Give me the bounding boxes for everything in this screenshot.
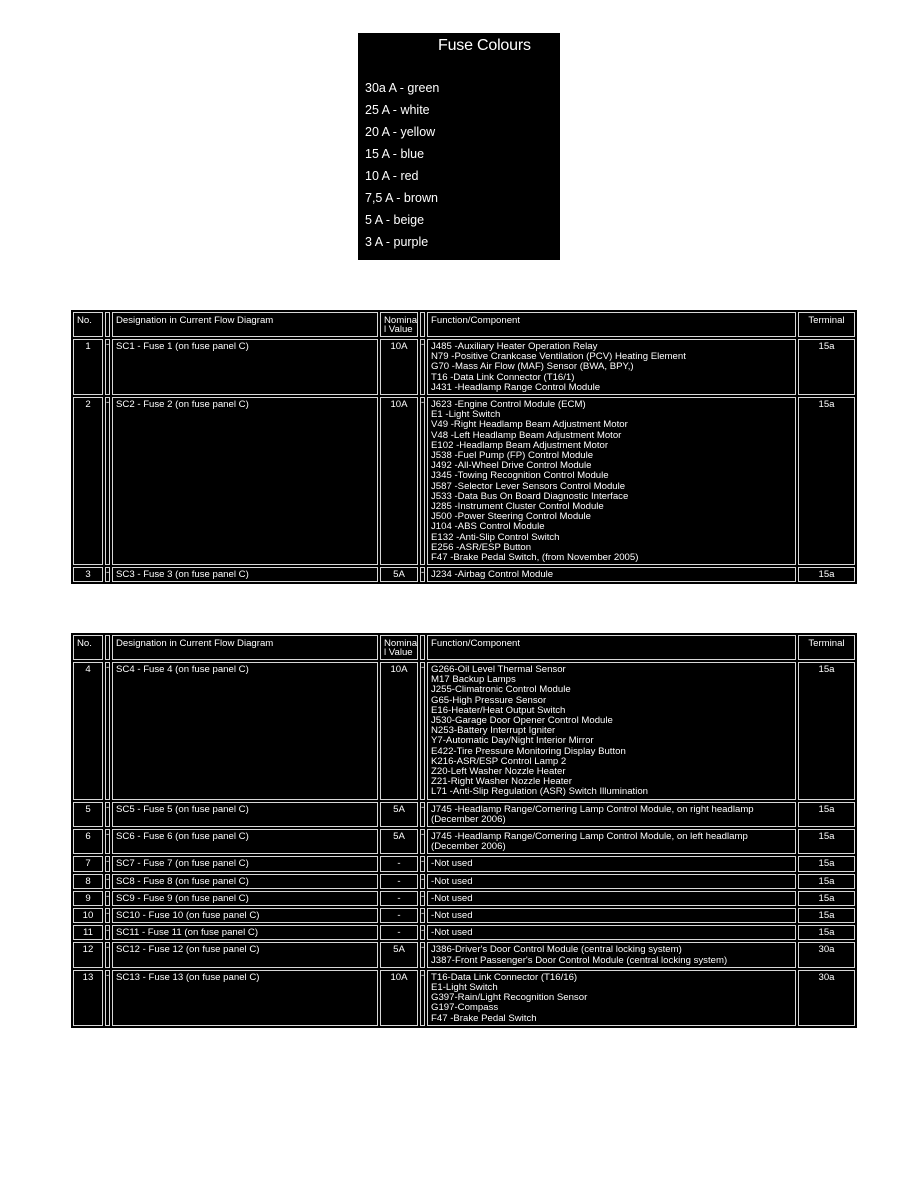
row-designation: SC11 - Fuse 11 (on fuse panel C) (112, 925, 378, 940)
header-designation: Designation in Current Flow Diagram (112, 635, 378, 660)
table-row (73, 925, 855, 940)
table-row (73, 662, 855, 800)
component-line: -Not used (431, 858, 473, 870)
row-value: - (380, 908, 418, 923)
fuse-table-1 (70, 309, 858, 585)
row-separator: - (420, 925, 425, 940)
component-line: N253-Battery Interrupt Igniter (431, 725, 556, 737)
row-value: 5A (380, 942, 418, 967)
row-number: 1 (73, 339, 103, 395)
component-line: E1 -Light Switch (431, 409, 501, 421)
header-value-line: l Value (384, 324, 413, 335)
legend-item: 5 A - beige (365, 213, 425, 227)
component-line: T16-Data Link Connector (T16/16) (431, 971, 578, 983)
table-row (73, 891, 855, 906)
header-separator (105, 635, 110, 660)
row-separator: - (105, 891, 110, 906)
component-line: E102 -Headlamp Beam Adjustment Motor (431, 439, 609, 451)
component-line: G65-High Pressure Sensor (431, 694, 547, 706)
row-separator: - (420, 856, 425, 871)
row-value: 5A (380, 567, 418, 582)
row-value: - (380, 925, 418, 940)
row-separator: - (420, 942, 425, 967)
header-separator (420, 312, 425, 337)
component-line: J500 -Power Steering Control Module (431, 511, 591, 523)
component-line: (December 2006) (431, 841, 506, 853)
row-components (427, 891, 796, 906)
header-function: Function/Component (427, 312, 796, 337)
header-value (380, 312, 418, 337)
row-separator: - (420, 908, 425, 923)
component-line: E256 -ASR/ESP Button (431, 541, 532, 553)
legend-title: Fuse Colours (438, 37, 531, 54)
header-terminal: Terminal (798, 312, 855, 337)
component-line: J485 -Auxiliary Heater Operation Relay (431, 341, 598, 352)
row-terminal: 15a (798, 662, 855, 800)
component-line: J623 -Engine Control Module (ECM) (431, 399, 586, 411)
legend-item: 25 A - white (365, 103, 430, 117)
row-value: 10A (380, 397, 418, 565)
legend-item: 20 A - yellow (365, 125, 436, 139)
header-separator (105, 312, 110, 337)
row-separator: - (105, 925, 110, 940)
row-separator: - (105, 802, 110, 827)
header-no: No. (73, 635, 103, 660)
row-number: 4 (73, 662, 103, 800)
row-value: 5A (380, 802, 418, 827)
row-components (427, 662, 796, 800)
component-line: T16 -Data Link Connector (T16/1) (431, 371, 575, 383)
row-separator: - (420, 662, 425, 800)
row-separator: - (105, 942, 110, 967)
row-components (427, 908, 796, 923)
row-value: 5A (380, 829, 418, 854)
row-terminal: 15a (798, 908, 855, 923)
component-line: J745 -Headlamp Range/Cornering Lamp Control Module, on right headlamp (431, 803, 754, 815)
component-line: J387-Front Passenger's Door Control Module (central locking system) (431, 954, 728, 966)
table-row (73, 856, 855, 871)
component-line: J345 -Towing Recognition Control Module (431, 470, 609, 482)
component-line: J492 -All-Wheel Drive Control Module (431, 460, 592, 472)
table-row (73, 802, 855, 827)
component-line: M17 Backup Lamps (431, 674, 516, 686)
row-terminal: 15a (798, 339, 855, 395)
header-separator (420, 635, 425, 660)
component-line: L71 -Anti-Slip Regulation (ASR) Switch Illumination (431, 786, 649, 798)
component-line: J538 -Fuel Pump (FP) Control Module (431, 450, 594, 462)
fuse-colours-legend (358, 33, 560, 260)
row-separator: - (105, 829, 110, 854)
row-value: 10A (380, 970, 418, 1026)
row-terminal: 15a (798, 567, 855, 582)
component-line: G70 -Mass Air Flow (MAF) Sensor (BWA, BPY,) (431, 361, 634, 373)
component-line: N79 -Positive Crankcase Ventilation (PCV) Heating Element (431, 351, 686, 363)
row-components (427, 970, 796, 1026)
row-separator: - (105, 856, 110, 871)
row-components (427, 339, 796, 395)
component-line: G197-Compass (431, 1002, 499, 1014)
table-row (73, 567, 855, 582)
component-line: G397-Rain/Light Recognition Sensor (431, 992, 588, 1004)
component-line: (December 2006) (431, 813, 506, 825)
row-terminal: 30a (798, 970, 855, 1026)
component-line: J234 -Airbag Control Module (431, 569, 554, 581)
row-terminal: 15a (798, 891, 855, 906)
table-row (73, 908, 855, 923)
row-terminal: 15a (798, 925, 855, 940)
component-line: J431 -Headlamp Range Control Module (431, 381, 601, 393)
row-value: 10A (380, 339, 418, 395)
row-terminal: 30a (798, 942, 855, 967)
row-separator: - (105, 874, 110, 889)
component-line: Z20-Left Washer Nozzle Heater (431, 766, 566, 778)
row-components (427, 942, 796, 967)
row-number: 8 (73, 874, 103, 889)
component-line: -Not used (431, 892, 473, 904)
row-terminal: 15a (798, 874, 855, 889)
component-line: J104 -ABS Control Module (431, 521, 545, 533)
component-line: -Not used (431, 910, 473, 922)
component-line: J386-Driver's Door Control Module (central locking system) (431, 944, 682, 956)
row-number: 2 (73, 397, 103, 565)
row-designation: SC3 - Fuse 3 (on fuse panel C) (112, 567, 378, 582)
row-designation: SC7 - Fuse 7 (on fuse panel C) (112, 856, 378, 871)
header-no: No. (73, 312, 103, 337)
row-designation: SC6 - Fuse 6 (on fuse panel C) (112, 829, 378, 854)
row-terminal: 15a (798, 397, 855, 565)
row-separator: - (105, 339, 110, 395)
row-separator: - (420, 891, 425, 906)
row-number: 9 (73, 891, 103, 906)
component-line: J587 -Selector Lever Sensors Control Module (431, 480, 626, 492)
row-components (427, 874, 796, 889)
legend-list (365, 81, 439, 257)
row-components (427, 567, 796, 582)
component-line: -Not used (431, 875, 473, 887)
component-line: E132 -Anti-Slip Control Switch (431, 531, 560, 543)
row-number: 10 (73, 908, 103, 923)
table-row (73, 970, 855, 1026)
table-row (73, 339, 855, 395)
header-value-line: l Value (384, 647, 413, 658)
component-line: J530-Garage Door Opener Control Module (431, 715, 613, 727)
component-line: J533 -Data Bus On Board Diagnostic Interface (431, 490, 629, 502)
component-line: E422-Tire Pressure Monitoring Display Button (431, 745, 626, 757)
row-separator: - (420, 397, 425, 565)
row-designation: SC12 - Fuse 12 (on fuse panel C) (112, 942, 378, 967)
component-line: G266-Oil Level Thermal Sensor (431, 664, 566, 675)
row-separator: - (420, 802, 425, 827)
table-row (73, 874, 855, 889)
component-line: J285 -Instrument Cluster Control Module (431, 501, 604, 513)
row-designation: SC1 - Fuse 1 (on fuse panel C) (112, 339, 378, 395)
row-value: - (380, 891, 418, 906)
row-separator: - (420, 829, 425, 854)
table-row (73, 942, 855, 967)
row-separator: - (105, 397, 110, 565)
component-line: E16-Heater/Heat Output Switch (431, 704, 566, 716)
row-designation: SC2 - Fuse 2 (on fuse panel C) (112, 397, 378, 565)
header-function: Function/Component (427, 635, 796, 660)
component-line: K216-ASR/ESP Control Lamp 2 (431, 755, 567, 767)
row-separator: - (420, 970, 425, 1026)
component-line: F47 -Brake Pedal Switch (431, 1012, 537, 1024)
row-number: 5 (73, 802, 103, 827)
row-designation: SC13 - Fuse 13 (on fuse panel C) (112, 970, 378, 1026)
component-line: -Not used (431, 927, 473, 939)
table-row (73, 829, 855, 854)
component-line: F47 -Brake Pedal Switch, (from November 2005) (431, 552, 639, 564)
component-line: V48 -Left Headlamp Beam Adjustment Motor (431, 429, 622, 441)
row-designation: SC10 - Fuse 10 (on fuse panel C) (112, 908, 378, 923)
component-line: Y7-Automatic Day/Night Interior Mirror (431, 735, 594, 747)
table-row (73, 397, 855, 565)
header-designation: Designation in Current Flow Diagram (112, 312, 378, 337)
row-terminal: 15a (798, 856, 855, 871)
table-header-row (73, 312, 855, 337)
row-designation: SC9 - Fuse 9 (on fuse panel C) (112, 891, 378, 906)
row-separator: - (105, 970, 110, 1026)
row-separator: - (420, 567, 425, 582)
row-number: 12 (73, 942, 103, 967)
legend-item: 15 A - blue (365, 147, 425, 161)
legend-item: 7,5 A - brown (365, 191, 438, 205)
row-value: 10A (380, 662, 418, 800)
row-value: - (380, 856, 418, 871)
row-separator: - (105, 567, 110, 582)
fuse-table-2 (70, 632, 858, 1029)
row-components (427, 397, 796, 565)
row-number: 3 (73, 567, 103, 582)
row-terminal: 15a (798, 802, 855, 827)
row-number: 11 (73, 925, 103, 940)
header-value-line: Nomina (384, 638, 418, 649)
component-line: J745 -Headlamp Range/Cornering Lamp Control Module, on left headlamp (431, 831, 748, 843)
row-number: 7 (73, 856, 103, 871)
row-separator: - (105, 908, 110, 923)
row-separator: - (420, 874, 425, 889)
header-value-line: Nomina (384, 315, 418, 326)
component-line: V49 -Right Headlamp Beam Adjustment Motor (431, 419, 628, 431)
component-line: Z21-Right Washer Nozzle Heater (431, 776, 572, 788)
row-components (427, 829, 796, 854)
row-components (427, 802, 796, 827)
table-header-row (73, 635, 855, 660)
legend-item: 3 A - purple (365, 235, 429, 249)
row-designation: SC5 - Fuse 5 (on fuse panel C) (112, 802, 378, 827)
row-designation: SC4 - Fuse 4 (on fuse panel C) (112, 662, 378, 800)
legend-item: 30a A - green (365, 81, 440, 95)
row-designation: SC8 - Fuse 8 (on fuse panel C) (112, 874, 378, 889)
header-terminal: Terminal (798, 635, 855, 660)
row-components (427, 925, 796, 940)
row-separator: - (420, 339, 425, 395)
row-components (427, 856, 796, 871)
component-line: E1-Light Switch (431, 982, 498, 994)
row-value: - (380, 874, 418, 889)
component-line: J255-Climatronic Control Module (431, 684, 571, 696)
row-separator: - (105, 662, 110, 800)
header-value (380, 635, 418, 660)
row-terminal: 15a (798, 829, 855, 854)
row-number: 6 (73, 829, 103, 854)
legend-item: 10 A - red (365, 169, 419, 183)
row-number: 13 (73, 970, 103, 1026)
